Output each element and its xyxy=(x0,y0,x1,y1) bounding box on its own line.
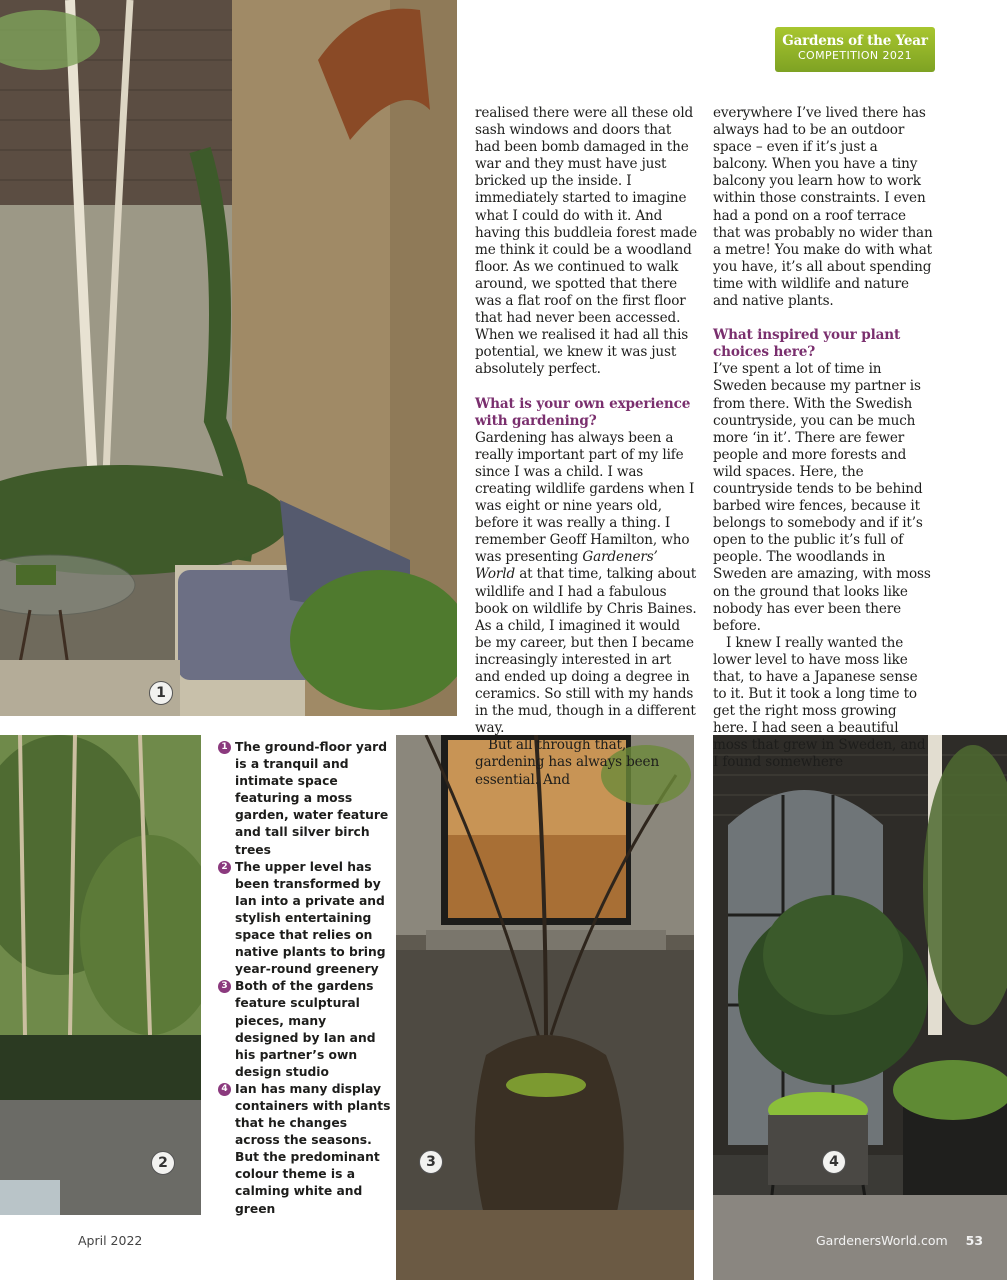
paragraph: I knew I really wanted the lower level to have moss like that, to have a Japanese sense to it. But it took a long time to get the right moss growing here. I had seen a beautiful moss that grew in Sweden, and I found somewhere xyxy=(713,634,926,771)
paragraph: realised there were all these old sash windows and doors that had been bomb damaged in the war and they must have just bricked up the inside. I immediately started to imagine what I could do with it. And having this buddleia forest made me think it could be a woodland floor. As we continued to walk around, we spotted that there was a flat roof on the first floor that had never been accessed. When we realised it had all this potential, we knew it was just absolutely perfect. xyxy=(475,105,698,378)
caption-text: Both of the gardens feature sculptural pieces, many designed by Ian and his partner’s own design studio xyxy=(235,979,376,1079)
photo-courtyard-ground-floor xyxy=(0,0,457,716)
photo-upper-level xyxy=(0,735,201,1215)
photo-number-badge: 2 xyxy=(151,1151,175,1175)
photo-number-badge: 1 xyxy=(149,681,173,705)
paragraph: But all through that, gardening has always been essential. And xyxy=(475,737,660,788)
caption-text: The upper level has been transformed by Ian into a private and stylish entertaining space that relies on native plants to bring year-round greenery xyxy=(235,859,386,977)
caption-1 xyxy=(218,739,393,859)
photo-sculpture xyxy=(396,735,694,1280)
caption-4 xyxy=(218,1081,393,1218)
gardens-of-the-year-badge xyxy=(775,27,935,72)
issue-date: April 2022 xyxy=(78,1233,143,1248)
page-number: 53 xyxy=(965,1233,984,1248)
caption-number: 2 xyxy=(218,861,231,874)
badge-subtitle: COMPETITION 2021 xyxy=(797,49,913,62)
caption-text: The ground-floor yard is a tranquil and intimate space featuring a moss garden, water feature and tall silver birch trees xyxy=(235,740,389,857)
photo-number-badge: 4 xyxy=(822,1150,846,1174)
site-name: GardenersWorld.com xyxy=(816,1233,948,1248)
caption-number: 4 xyxy=(218,1083,231,1096)
caption-text: Ian has many display containers with plants that he changes across the seasons. But the predominant colour theme is a calming white and green xyxy=(235,1081,391,1216)
photo-number-badge: 3 xyxy=(419,1150,443,1174)
caption-2 xyxy=(218,859,393,979)
caption-number: 1 xyxy=(218,741,231,754)
photo-display-container xyxy=(713,735,1007,1280)
article-column-1 xyxy=(475,105,697,789)
photo-captions xyxy=(218,739,393,1218)
paragraph: I’ve spent a lot of time in Sweden because my partner is from there. With the Swedish countryside, you can be much more ‘in it’. There are fewer people and more forests and wild spaces. Here, the countryside tends to be behind barbed wire fences, because it belongs to somebody and if it’s open to the public it’s full of people. The woodlands in Sweden are amazing, with moss on the ground that looks like nobody has ever been there before. xyxy=(713,361,931,634)
website-footer xyxy=(816,1233,983,1248)
caption-number: 3 xyxy=(218,980,231,993)
interview-question: What inspired your plant choices here? xyxy=(713,327,901,361)
badge-title: Gardens of the Year xyxy=(782,33,928,49)
paragraph: Gardening has always been a really important part of my life since I was a child. I was creating wildlife gardens when I was eight or nine years old, before it was really a thing. I remember Geoff Hamilton, who was presenting Gardeners’ World at that time, talking about wildlife and I had a fabulous book on wildlife by Chris Baines. As a child, I imagined it would be my career, but then I became increasingly interested in art and ended up doing a degree in ceramics. So still with my hands in the mud, though in a different way. xyxy=(475,429,697,737)
interview-question: What is your own experience with gardening? xyxy=(475,395,691,429)
article-column-2 xyxy=(713,105,933,772)
caption-3 xyxy=(218,978,393,1081)
magazine-title: Gardeners’ World xyxy=(475,549,658,583)
paragraph: everywhere I’ve lived there has always had to be an outdoor space – even if it’s just a balcony. When you have a tiny balcony you learn how to work within those constraints. I even had a pond on a roof terrace that was probably no wider than a metre! You make do with what you have, it’s all about spending time with wildlife and nature and native plants. xyxy=(713,105,933,310)
